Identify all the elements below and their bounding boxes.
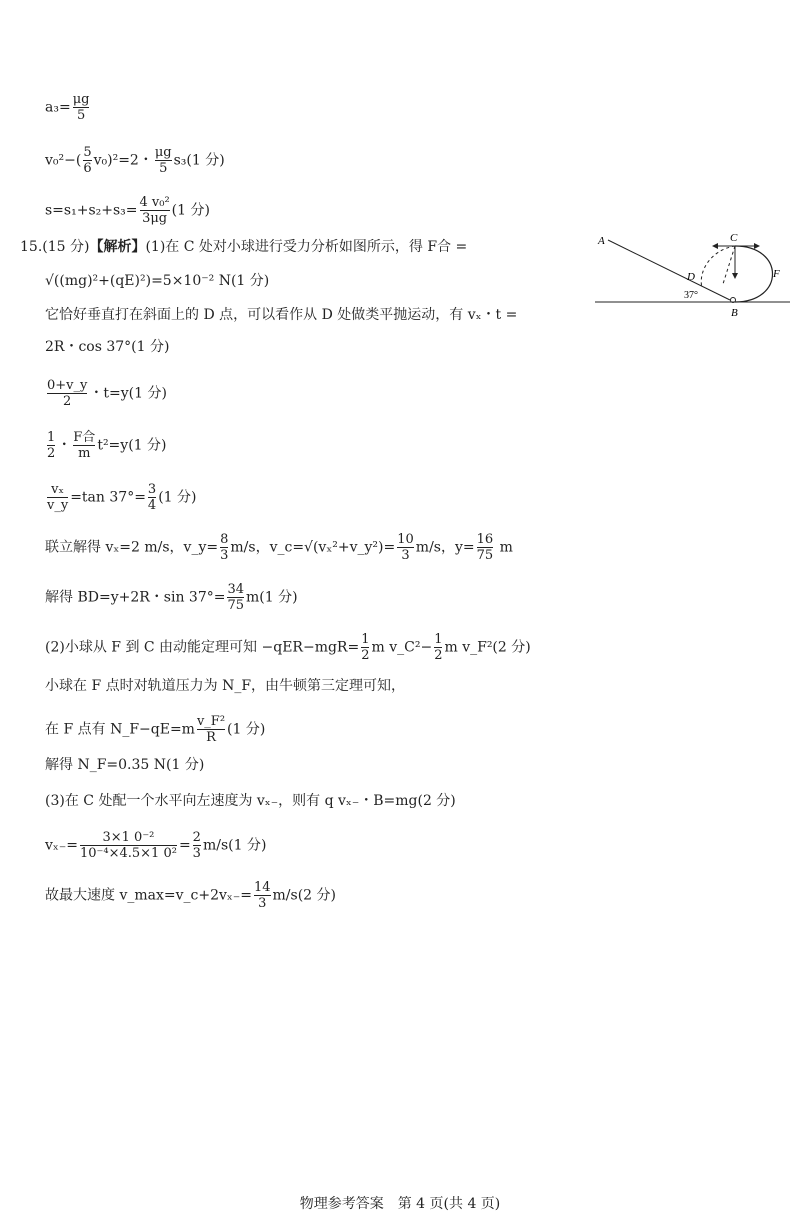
eq-s-total: s=s₁+s₂+s₃= $\frac{\text{4 v₀²}}{3\mu g}$ (1 分) bbox=[45, 195, 210, 226]
eq-v0-s3: v₀²−( $\frac{5}{6}$ v₀)²=2・ $\frac{\mu g}{5}$ s₃(1 分) bbox=[45, 145, 225, 176]
eq-tan: $\frac{\text{vₓ}}{v\_y}$ =tan 37°= $\frac{3}{4}$ (1 分) bbox=[47, 482, 197, 513]
label-angle: 37° bbox=[684, 290, 698, 301]
page-footer: 物理参考答案 第 4 页(共 4 页) bbox=[299, 1196, 501, 1212]
text-d-point: 它恰好垂直打在斜面上的 D 点，可以看作从 D 处做类平抛运动，有 vₓ・t = bbox=[45, 307, 518, 323]
text-nf-intro: 小球在 F 点时对轨道压力为 N_F，由牛顿第三定理可知， bbox=[45, 678, 406, 694]
track-arc bbox=[735, 246, 773, 302]
eq-y2: $\frac{1}{2}$ ・ $\frac{\text{F合}}{m}$ t²=y(1 分) bbox=[47, 430, 167, 461]
label-f: F bbox=[773, 268, 780, 280]
label-a: A bbox=[598, 235, 605, 247]
incline-line bbox=[608, 240, 730, 300]
eq-bd: 解得 BD=y+2R・sin 37°= $\frac{34}{75}$ m(1 分) bbox=[45, 582, 298, 613]
eq-solve-velocities: 联立解得 vₓ=2 m/s，v_y= $\frac{8}{3}$ m/s，v_c=√(vₓ²+v_y²)= $\frac{10}{3}$ m/s，y= $\frac{16}{75}$ m bbox=[45, 532, 513, 563]
eq-nf-result: 解得 N_F=0.35 N(1 分) bbox=[45, 757, 205, 773]
eq-a3: a₃= $\frac{\mu g}{5}$ bbox=[45, 92, 90, 123]
arrow-left-head bbox=[712, 243, 718, 249]
label-c: C bbox=[730, 232, 738, 244]
eq-y1: $\frac{0+v\_y}{2}$ ・t=y(1 分) bbox=[47, 378, 167, 409]
eq-force: √((mg)²+(qE)²)=5×10⁻² N(1 分) bbox=[45, 273, 270, 289]
label-b: B bbox=[731, 307, 738, 319]
q15-header: 15.(15 分)【解析】(1)在 C 处对小球进行受力分析如图所示，得 F合 = bbox=[20, 239, 468, 255]
eq-cos: 2R・cos 37°(1 分) bbox=[45, 339, 170, 355]
arrow-right-head bbox=[754, 243, 760, 249]
eq-part2-energy: (2)小球从 F 到 C 由动能定理可知 −qER−mgR= $\frac{1}{2}$ m v_C²− $\frac{1}{2}$ m v_F²(2 分) bbox=[45, 632, 531, 663]
eq-vx: vₓ₋= $\frac{\text{3×1 0⁻²}}{\text{10⁻⁴×4.5×1 0²}}$ = $\frac{2}{3}$ m/s(1 分) bbox=[45, 830, 267, 861]
eq-vmax: 故最大速度 v_max=v_c+2vₓ₋= $\frac{14}{3}$ m/s(2 分) bbox=[45, 880, 336, 911]
eq-part3: (3)在 C 处配一个水平向左速度为 vₓ₋，则有 q vₓ₋・B=mg(2 分) bbox=[45, 793, 456, 809]
eq-nf: 在 F 点有 N_F−qE=m $\frac{\text{v\_F²}}{R}$ (1 分) bbox=[45, 714, 266, 745]
trajectory-dashed bbox=[701, 246, 735, 288]
arrow-down-head bbox=[732, 273, 738, 279]
incline-diagram bbox=[590, 232, 795, 324]
force-dashed bbox=[723, 246, 735, 284]
label-d: D bbox=[687, 271, 695, 283]
